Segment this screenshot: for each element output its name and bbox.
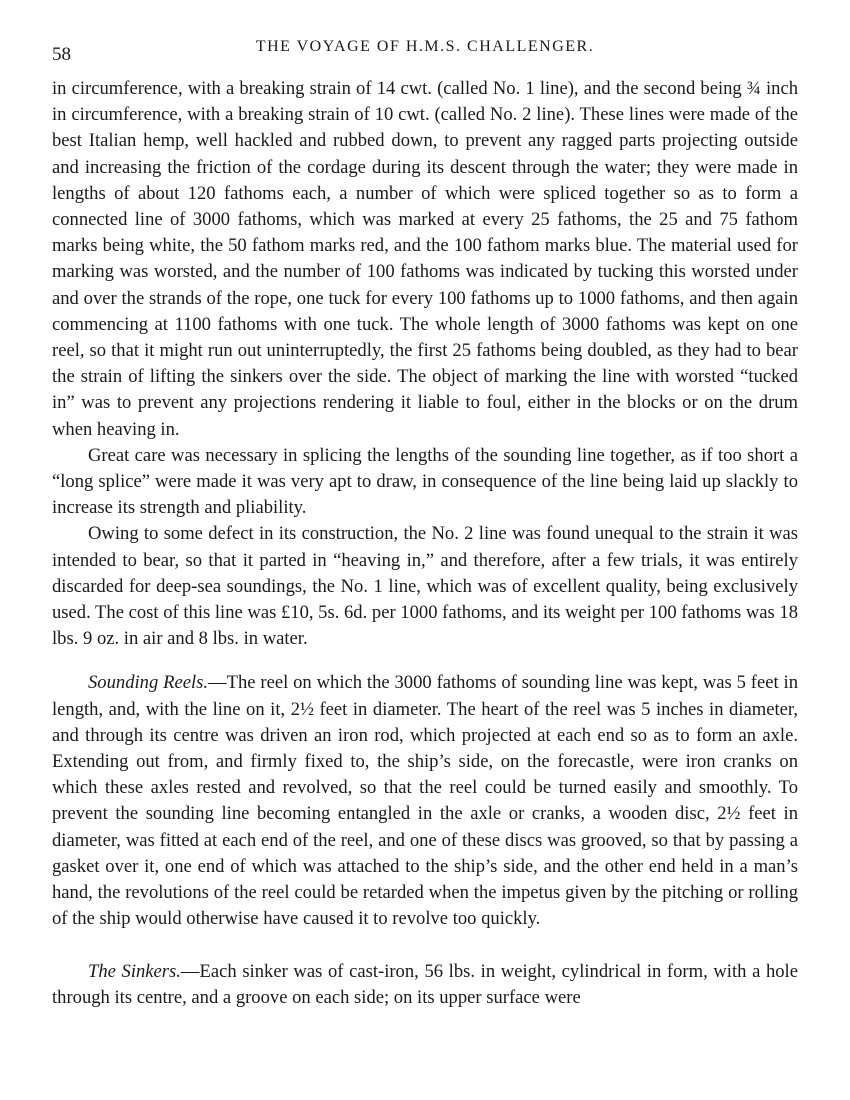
section-text-sinkers: —Each sinker was of cast-iron, 56 lbs. in weight, cylindrical in form, with a hole through its centre, and a groove on each side; on its upper surface were — [52, 960, 798, 1008]
running-head: THE VOYAGE OF H.M.S. CHALLENGER. — [255, 38, 595, 55]
paragraph-continued-line-description: in circumference, with a breaking strain of 14 cwt. (called No. 1 line), and the second being ¾ inch in circumference, with a breaking strain of 10 cwt. (called No. 2 line). These lines were made of the best Italian hemp, well hackled and rubbed down, to prevent any ragged parts projecting outside and increasing the friction of the cordage during its descent through the water; they were made in lengths of about 120 fathoms each, a number of which were spliced together so as to form a connected line of 3000 fathoms, which was marked at every 25 fathoms, the 25 and 75 fathom marks being white, the 50 fathom marks red, and the 100 fathom marks blue. The material used for marking was worsted, and the number of 100 fathoms was indicated by tucking this worsted under and over the strands of the rope, one tuck for every 100 fathoms up to 1000 fathoms, and then again commencing at 1100 fathoms with one tuck. The whole length of 3000 fathoms was kept on one reel, so that it might run out uninterruptedly, the first 25 fathoms being doubled, as they had to bear the strain of lifting the sinkers over the side. The object of marking the line with worsted “tucked in” was to prevent any projections rendering it liable to foul, either in the blocks or on the drum when heaving in. — [52, 78, 798, 440]
section-sounding-reels — [52, 670, 798, 932]
section-title-sounding-reels: Sounding Reels. — [88, 672, 209, 694]
body-text — [52, 76, 798, 1011]
section-text-sounding-reels: —The reel on which the 3000 fathoms of sounding line was kept, was 5 feet in length, and, with the line on it, 2½ feet in diameter. The heart of the reel was 5 inches in diameter, and through its centre was driven an iron rod, which projected at each end so as to form an axle. Extending out from, and firmly fixed to, the ship’s side, on the forecastle, were iron cranks on which these axles rested and revolved, so that the reel could be turned easily and smoothly. To prevent the sounding line becoming entangled in the axle or cranks, a wooden disc, 2½ feet in diameter, was fitted at each end of the reel, and one of these discs was grooved, so that by passing a gasket over it, one end of which was attached to the ship’s side, and the other end held in a man’s hand, the revolutions of the reel could be retarded when the impetus given by the pitching or rolling of the ship would otherwise have caused it to revolve too quickly. — [52, 672, 798, 930]
page-number: 58 — [52, 44, 71, 65]
section-sinkers — [52, 959, 798, 1011]
paragraph-no2-line: Owing to some defect in its construction, the No. 2 line was found unequal to the strain it was intended to bear, so that it parted in “heaving in,” and therefore, after a few trials, it was entirely discarded for deep-sea soundings, the No. 1 line, which was of excellent quality, being exclusively used. The cost of this line was £10, 5s. 6d. per 1000 fathoms, and its weight per 100 fathoms was 18 lbs. 9 oz. in air and 8 lbs. in water. — [52, 523, 798, 650]
section-title-sinkers: The Sinkers. — [88, 960, 181, 982]
paragraph-splicing: Great care was necessary in splicing the lengths of the sounding line together, as if too short a “long splice” were made it was very apt to draw, in consequence of the line being laid up slackly to increase its strength and pliability. — [52, 444, 798, 519]
